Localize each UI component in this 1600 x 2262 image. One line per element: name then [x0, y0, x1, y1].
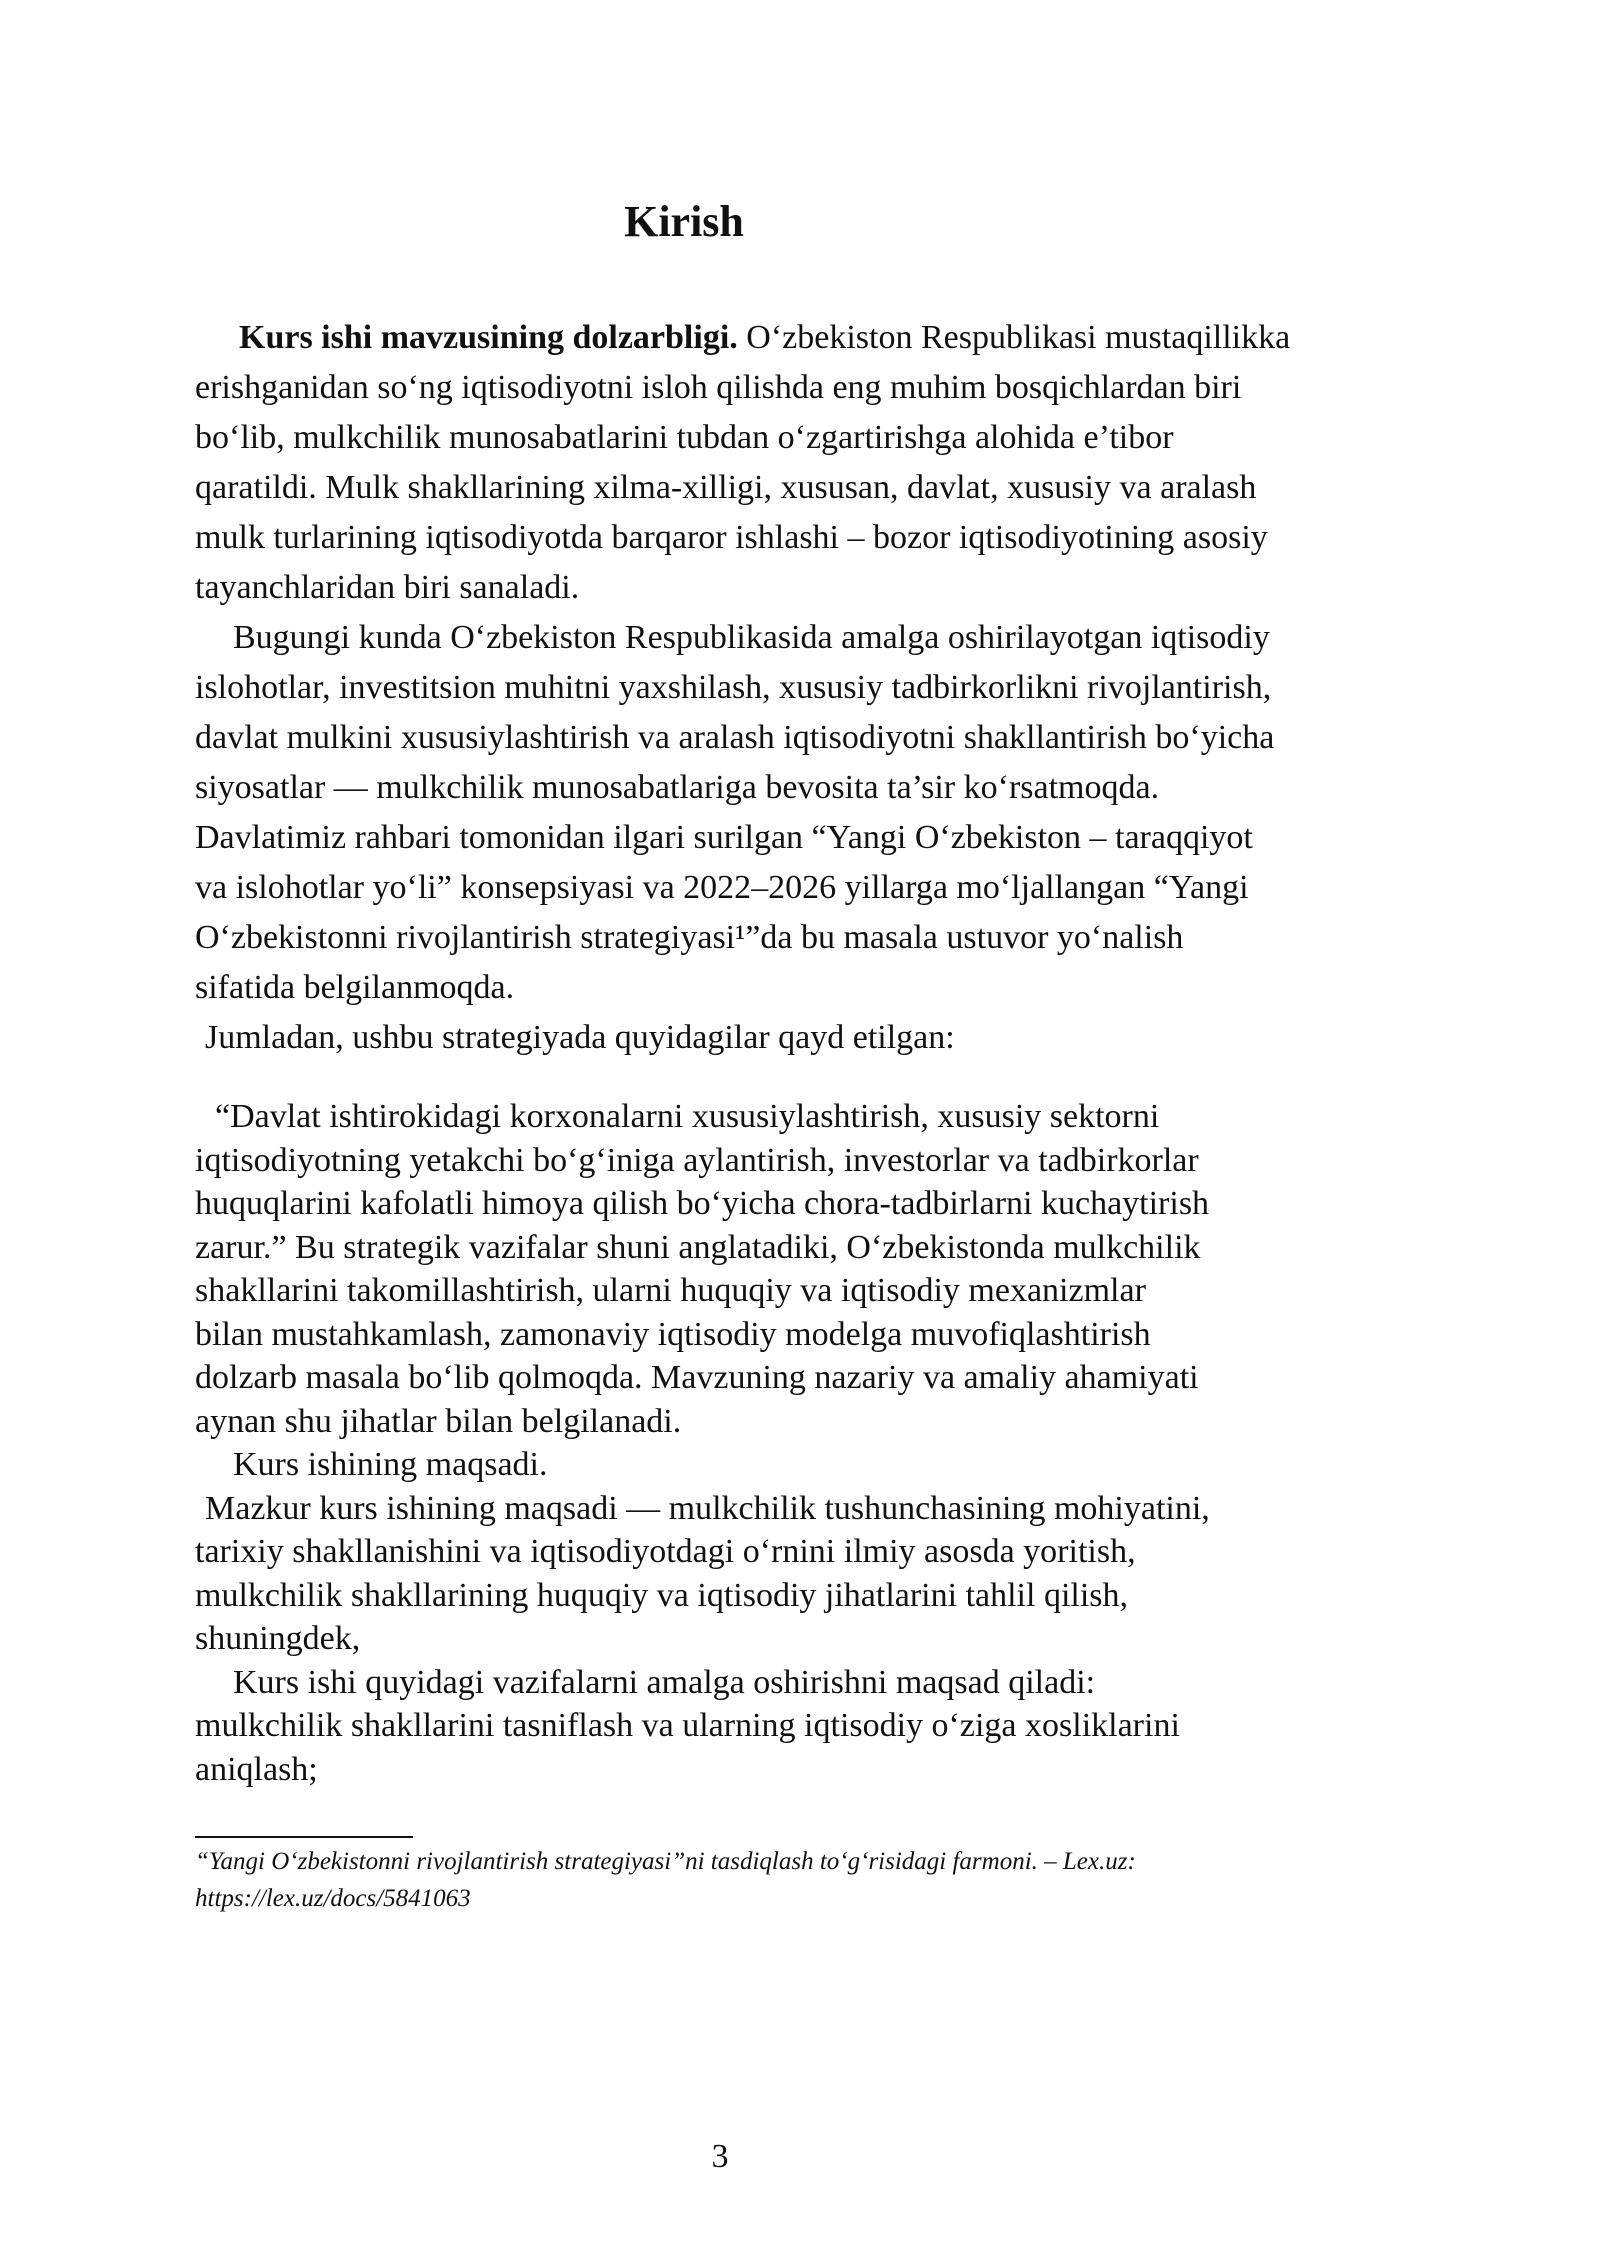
text-line: Davlatimiz rahbari tomonidan ilgari surilgan “Yangi O‘zbekiston – taraqqiyot — [195, 819, 1253, 856]
text-line: bo‘lib, mulkchilik munosabatlarini tubdan o‘zgartirishga alohida e’tibor — [195, 419, 1174, 456]
page-title: Kirish — [624, 197, 744, 246]
relevance-heading: Kurs ishi mavzusining dolzarbligi. — [239, 319, 738, 356]
text-line: tarixiy shakllanishini va iqtisodiyotdagi o‘rnini ilmiy asosda yoritish, — [195, 1533, 1136, 1570]
text-line: mulk turlarining iqtisodiyotda barqaror ishlashi – bozor iqtisodiyotining asosiy — [195, 519, 1268, 556]
text-line: bilan mustahkamlash, zamonaviy iqtisodiy modelga muvofiqlashtirish — [195, 1315, 1151, 1353]
text-line: mulkchilik shakllarini tasniflash va ularning iqtisodiy o‘ziga xosliklarini — [195, 1707, 1180, 1744]
text-line: shakllarini takomillashtirish, ularni huquqiy va iqtisodiy mexanizmlar — [195, 1272, 1146, 1309]
quote-line: iqtisodiyotning yetakchi bo‘g‘iniga aylantirish, investorlar va tadbirkorlar — [195, 1141, 1199, 1179]
text-line: Kurs ishi quyidagi vazifalarni amalga oshirishni maqsad qiladi: — [233, 1663, 1096, 1701]
text-line: aynan shu jihatlar bilan belgilanadi. — [195, 1402, 682, 1440]
text-line: aniqlash; — [195, 1750, 318, 1788]
text-line: islohotlar, investitsion muhitni yaxshilash, xususiy tadbirkorlikni rivojlantirish, — [195, 669, 1272, 706]
quote-and-goals-section — [195, 1095, 1435, 1791]
footnote — [195, 1843, 1435, 1917]
text-line: dolzarb masala bo‘lib qolmoqda. Mavzuning nazariy va amaliy ahamiyati — [195, 1359, 1199, 1396]
text-line: Bugungi kunda O‘zbekiston Respublikasida amalga oshirilayotgan iqtisodiy — [233, 619, 1270, 656]
footnote-link[interactable]: https://lex.uz/docs/5841063 — [195, 1885, 471, 1912]
text-line: davlat mulkini xususiylashtirish va aralash iqtisodiyotni shakllantirish bo‘yicha — [195, 719, 1275, 756]
text-line: mulkchilik shakllarining huquqiy va iqtisodiy jihatlarini tahlil qilish, — [195, 1576, 1129, 1614]
text-line: va islohotlar yo‘li” konsepsiyasi va 2022–2026 yillarga mo‘ljallangan “Yangi — [195, 869, 1249, 906]
text-line: sifatida belgilanmoqda. — [195, 969, 515, 1006]
text-line: siyosatlar — mulkchilik munosabatlariga bevosita ta’sir ko‘rsatmoqda. — [195, 769, 1160, 806]
text-line: qaratildi. Mulk shakllarining xilma-xilligi, xususan, davlat, xususiy va aralash — [195, 469, 1257, 506]
intro-relevance-section — [195, 313, 1435, 1063]
text-line: tayanchlaridan biri sanaladi. — [195, 569, 580, 606]
goal-heading: Kurs ishining maqsadi. — [233, 1446, 548, 1483]
page-number: 3 — [711, 2138, 729, 2175]
text-line: Jumladan, ushbu strategiyada quyidagilar qayd etilgan: — [205, 1019, 955, 1056]
text-line: O‘zbekiston Respublikasi mustaqillikka — [737, 319, 1291, 356]
text-line: erishganidan so‘ng iqtisodiyotni isloh qilishda eng muhim bosqichlardan biri — [195, 369, 1242, 406]
footnote-line: “Yangi O‘zbekistonni rivojlantirish strategiyasi”ni tasdiqlash to‘g‘risidagi farmoni. – Lex.uz: — [195, 1848, 1136, 1875]
quote-line: huquqlarini kafolatli himoya qilish bo‘yicha chora-tadbirlarni kuchaytirish — [195, 1185, 1210, 1222]
text-line: O‘zbekistonni rivojlantirish strategiyasi¹”da bu masala ustuvor yo‘nalish — [195, 919, 1184, 956]
paragraph-relevance — [195, 313, 1435, 363]
text-line: shuningdek, — [195, 1620, 361, 1657]
text-line: zarur.” Bu strategik vazifalar shuni anglatadiki, O‘zbekistonda mulkchilik — [195, 1228, 1201, 1266]
footnote-separator — [195, 1836, 413, 1838]
text-line: Mazkur kurs ishining maqsadi — mulkchilik tushunchasining mohiyatini, — [205, 1489, 1210, 1527]
quote-line: “Davlat ishtirokidagi korxonalarni xususiylashtirish, xususiy sektorni — [215, 1098, 1160, 1135]
